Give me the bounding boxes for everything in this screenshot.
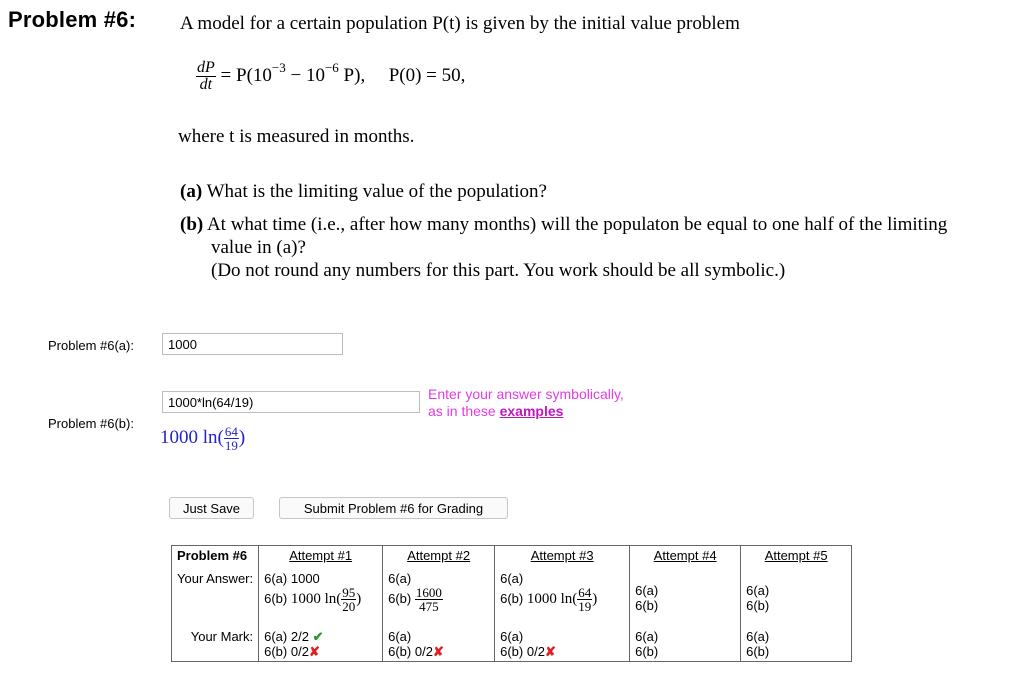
attempt-3-answer <box>495 569 630 627</box>
derivative-denominator: dt <box>196 76 216 93</box>
marks-row <box>172 627 852 662</box>
attempt-2-fraction <box>415 586 443 613</box>
answer-a-input[interactable] <box>162 333 343 355</box>
attempt-2-answer-b-math <box>415 585 443 614</box>
attempt-2-answer-b <box>388 586 489 613</box>
attempt-1-numerator: 95 <box>342 585 356 600</box>
attempt-1-math-suffix: ) <box>356 590 362 607</box>
attempt-2-answer-b-prefix: 6(b) <box>388 590 415 606</box>
preview-suffix: ) <box>238 426 246 448</box>
equation-rhs-a: = P(10 <box>220 64 272 86</box>
cross-icon: ✘ <box>308 644 320 659</box>
part-b-text-1: At what time (i.e., after how many months) will the populaton be equal to one half of the limiting <box>206 214 948 235</box>
attempt-3-answer-b-prefix: 6(b) <box>500 590 527 606</box>
attempt-1-mark-a <box>264 629 377 644</box>
attempt-3-numerator: 64 <box>578 585 592 600</box>
attempt-5-mark-a: 6(a) <box>746 629 770 644</box>
attempt-5-answer-a: 6(a) <box>746 583 770 598</box>
attempt-1-math-prefix: 1000 ln( <box>290 590 342 607</box>
submit-grading-button[interactable]: Submit Problem #6 for Grading <box>279 497 508 519</box>
preview-fraction <box>224 425 239 452</box>
problem-title: Problem #6: <box>8 7 137 32</box>
attempt-3-answer-b-math <box>526 585 598 614</box>
attempt-4-mark-b: 6(b) <box>635 644 659 659</box>
just-save-button[interactable]: Just Save <box>169 497 254 519</box>
derivative-fraction <box>196 60 216 93</box>
attempt-1-header: Attempt #1 <box>259 546 383 570</box>
attempt-4-mark-a: 6(a) <box>635 629 659 644</box>
attempt-4-mark <box>630 627 741 662</box>
preview-prefix: 1000 ln( <box>160 426 224 448</box>
attempt-3-answer-a: 6(a) <box>500 571 524 586</box>
part-b-label: (b) <box>180 214 204 235</box>
attempt-3-mark <box>495 627 630 662</box>
attempt-1-answer-b-math <box>290 585 362 614</box>
preview-numerator: 64 <box>224 424 238 439</box>
units-note: where t is measured in months. <box>178 126 415 147</box>
answer-b-preview <box>160 425 245 452</box>
part-a-text: What is the limiting value of the population? <box>206 181 547 202</box>
attempt-3-denominator: 19 <box>578 599 592 614</box>
answers-row <box>172 569 852 627</box>
answers-row-label: Your Answer: <box>177 571 254 586</box>
attempt-1-mark <box>259 627 383 662</box>
attempt-4-answer-a: 6(a) <box>635 583 659 598</box>
attempt-1-mark-b-text: 6(b) 0/2 <box>264 644 309 659</box>
differential-equation <box>196 60 465 93</box>
equation-exponent-1: −3 <box>271 59 286 75</box>
equation-rhs-b: − 10 <box>285 64 325 86</box>
attempts-table <box>171 545 852 662</box>
check-icon: ✔ <box>312 629 324 644</box>
answer-b-label: Problem #6(b): <box>48 416 134 431</box>
attempt-5-answer-b: 6(b) <box>746 598 770 613</box>
marks-row-label: Your Mark: <box>190 629 254 644</box>
attempt-2-header: Attempt #2 <box>383 546 495 570</box>
preview-denominator: 19 <box>224 438 238 453</box>
part-b-text-2: value in (a)? <box>211 237 306 258</box>
answer-hint <box>428 386 624 420</box>
equation-exponent-2: −6 <box>324 59 339 75</box>
attempt-1-answer-b-prefix: 6(b) <box>264 590 291 606</box>
problem-intro: A model for a certain population P(t) is given by the initial value problem <box>180 13 740 34</box>
part-b-question <box>180 213 1020 282</box>
attempt-2-numerator: 1600 <box>415 585 442 600</box>
attempt-1-answer-a: 6(a) 1000 <box>264 571 320 586</box>
attempts-header-row <box>172 546 852 570</box>
attempt-4-answer-b: 6(b) <box>635 598 659 613</box>
attempt-2-mark <box>383 627 495 662</box>
equation-rhs-c: P), <box>338 64 366 86</box>
attempt-5-mark-b: 6(b) <box>746 644 770 659</box>
attempt-5-answer <box>741 569 852 627</box>
hint-line-2: as in these <box>428 403 500 419</box>
attempt-2-mark-b <box>388 644 489 659</box>
attempt-4-header: Attempt #4 <box>630 546 741 570</box>
attempt-4-answer <box>630 569 741 627</box>
attempts-header-problem: Problem #6 <box>177 548 248 563</box>
attempt-3-mark-b-text: 6(b) 0/2 <box>500 644 545 659</box>
attempt-2-answer-a: 6(a) <box>388 571 412 586</box>
derivative-numerator: dP <box>197 59 215 76</box>
attempt-1-mark-b <box>264 644 377 659</box>
attempt-2-mark-b-text: 6(b) 0/2 <box>388 644 433 659</box>
attempt-1-answer-b <box>264 586 377 613</box>
attempt-3-math-suffix: ) <box>592 590 598 607</box>
answer-b-input[interactable] <box>162 391 420 413</box>
attempt-1-answer <box>259 569 383 627</box>
attempt-5-mark <box>741 627 852 662</box>
attempt-2-denominator: 475 <box>415 599 443 613</box>
attempt-3-header: Attempt #3 <box>495 546 630 570</box>
attempt-3-answer-b <box>500 586 624 613</box>
attempt-1-fraction <box>341 586 356 613</box>
answer-a-label: Problem #6(a): <box>48 338 134 353</box>
attempt-2-answer <box>383 569 495 627</box>
examples-link[interactable]: examples <box>499 403 564 419</box>
attempt-3-math-prefix: 1000 ln( <box>526 590 578 607</box>
hint-line-1: Enter your answer symbolically, <box>428 386 624 402</box>
initial-condition: P(0) = 50, <box>388 64 466 86</box>
attempt-1-mark-a-text: 6(a) 2/2 <box>264 629 309 644</box>
cross-icon: ✘ <box>544 644 556 659</box>
attempt-5-header: Attempt #5 <box>741 546 852 570</box>
cross-icon: ✘ <box>432 644 444 659</box>
attempt-3-fraction <box>577 586 592 613</box>
part-a-question <box>180 181 547 203</box>
part-a-label: (a) <box>180 181 203 202</box>
attempt-3-mark-a: 6(a) <box>500 629 524 644</box>
part-b-text-3: (Do not round any numbers for this part. You work should be all symbolic.) <box>211 260 786 281</box>
attempt-3-mark-b <box>500 644 624 659</box>
attempt-2-mark-a: 6(a) <box>388 629 412 644</box>
attempt-1-denominator: 20 <box>342 599 356 614</box>
